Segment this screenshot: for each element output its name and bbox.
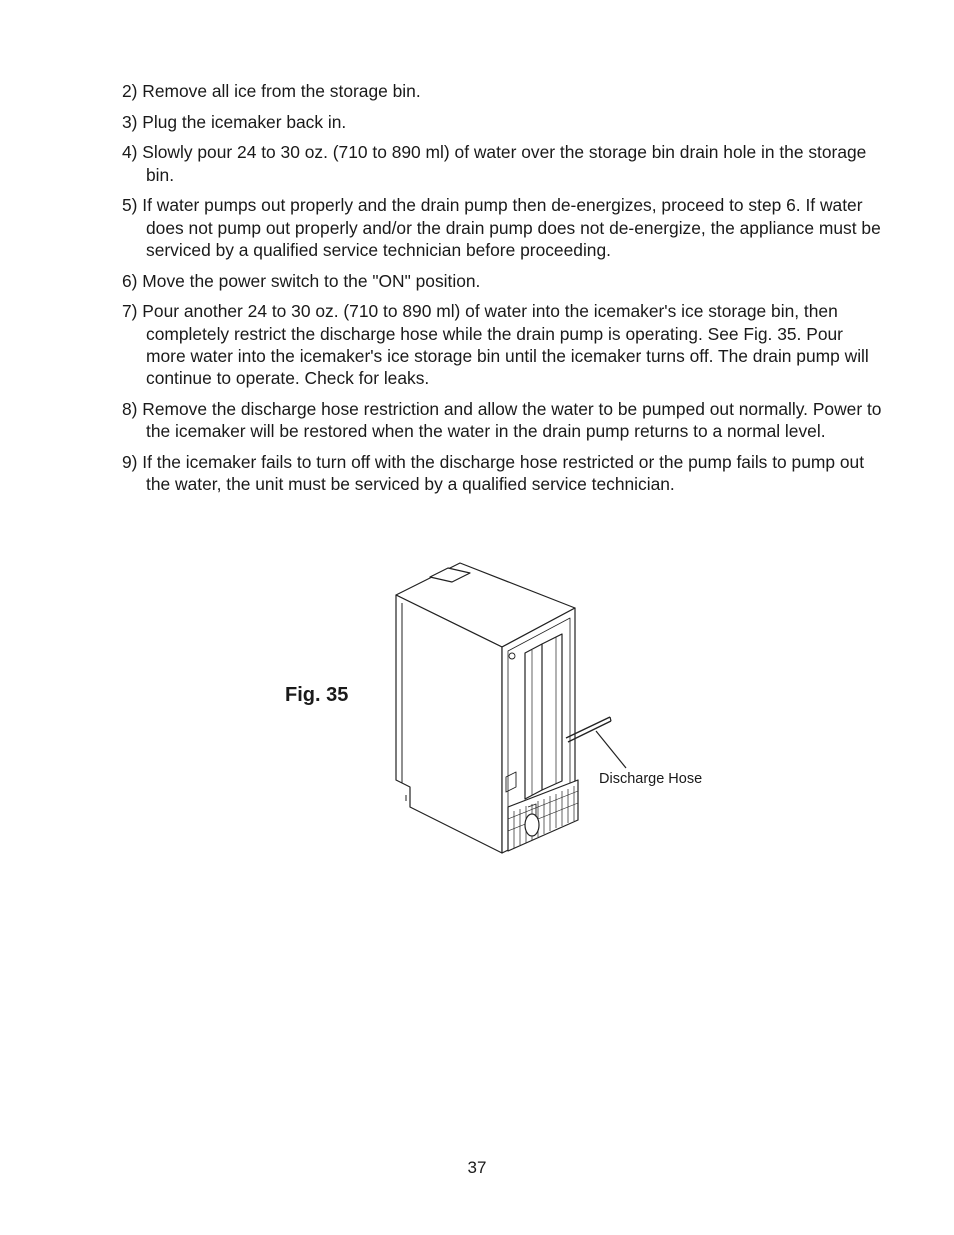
icemaker-rear-illustration <box>280 555 740 860</box>
instruction-steps <box>122 80 882 504</box>
step-6: 6) Move the power switch to the "ON" position. <box>122 270 481 291</box>
step-3: 3) Plug the icemaker back in. <box>122 111 347 132</box>
discharge-hose-callout: Discharge Hose <box>599 771 703 787</box>
step-5: 5) If water pumps out properly and the drain pump then de-energizes, proceed to step 6. If water does not pump out properly and/or the drain pump does not de-energize, the appliance must be serviced by a qualified service technician before proceeding. <box>122 195 881 260</box>
step-2: 2) Remove all ice from the storage bin. <box>122 81 421 101</box>
figure-35 <box>280 555 740 860</box>
step-4: 4) Slowly pour 24 to 30 oz. (710 to 890 ml) of water over the storage bin drain hole in the storage bin. <box>122 142 867 185</box>
page-number: 37 <box>467 1158 487 1177</box>
figure-label: Fig. 35 <box>285 684 349 706</box>
step-9: 9) If the icemaker fails to turn off with the discharge hose restricted or the pump fails to pump out the water, the unit must be serviced by a qualified service technician. <box>122 452 865 495</box>
step-8: 8) Remove the discharge hose restriction and allow the water to be pumped out normally. Power to the icemaker will be restored when the water in the drain pump returns to a normal level. <box>122 399 882 442</box>
step-7: 7) Pour another 24 to 30 oz. (710 to 890 ml) of water into the icemaker's ice storage bin, then completely restrict the discharge hose while the drain pump is operating. See Fig. 35. Pour more water into the icemaker's ice storage bin until the icemaker turns off. The drain pump will continue to operate. Check for leaks. <box>122 301 869 389</box>
